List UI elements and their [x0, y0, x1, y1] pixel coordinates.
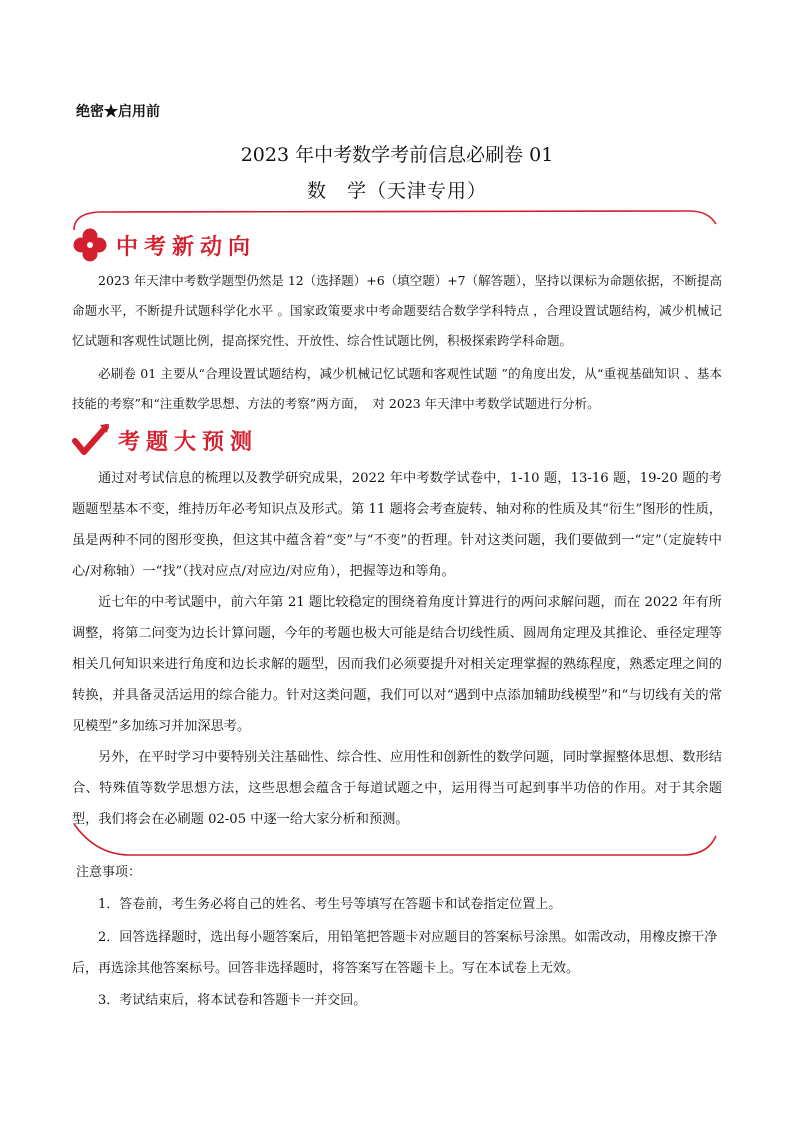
check-arrow-icon	[72, 422, 112, 458]
trend-paragraph-2: 必刷卷 01 主要从“合理设置试题结构，减少机械记忆试题和客观性试题 ”的角度出发，从“重视基础知识 、基本技能的考察”和“注重数学思想、方法的考察”两方面， 对 2023 年天津中考数学试题进行分析。	[72, 366, 722, 411]
trend-paragraph-1: 2023 年天津中考数学题型仍然是 12（选择题）+6（填空题）+7（解答题），坚持以课标为命题依据，不断提高命题水平，不断提升试题科学化水平 。国家政策要求中考命题要结合数学学科特点 ，合理设置试题结构，减少机械记忆试题和客观性试题比例，提高探究性、开放性、综合性试题比例，积极探索跨学科命题。	[72, 273, 722, 348]
predict-paragraph-2: 近七年的中考试题中，前六年第 21 题比较稳定的围绕着角度计算进行的两问求解问题，而在 2022 年有所调整，将第二问变为边长计算问题，今年的考题也极大可能是结合切线性质、圆周角定理及其推论、垂径定理等相关几何知识来进行角度和边长求解的题型，因而我们必须要提升对相关定理掌握的熟练程度，熟悉定理之间的转换，并具备灵活运用的综合能力。针对这类问题，我们可以对“遇到中点添加辅助线模型”和“与切线有关的常见模型”多加练习并加深思考。	[72, 595, 722, 734]
secret-label: 绝密★启用前	[76, 104, 160, 120]
note-item-3: 3．考试结束后，将本试卷和答题卡一并交回。	[98, 993, 367, 1008]
four-petal-flower-icon	[72, 228, 108, 262]
section-predict-heading	[72, 422, 258, 458]
notes-title: 注意事项：	[76, 865, 142, 880]
note-item-2: 2．回答选择题时，选出每小题答案后，用铅笔把答题卡对应题目的答案标号涂黑。如需改动，用橡皮擦干净后，再选涂其他答案标号。回答非选择题时，将答案写在答题卡上。写在本试卷上无效。	[72, 930, 718, 976]
section-predict-title: 考题大预测	[118, 429, 259, 455]
section-trend-title: 中考新动向	[116, 234, 257, 260]
predict-paragraph-3: 另外，在平时学习中要特别关注基础性、综合性、应用性和创新性的数学问题，同时掌握整体思想、数形结合、特殊值等数学思想方法，这些思想会蕴含于每道试题之中，运用得当可起到事半功倍的作用。对于其余题型，我们将会在必刷题 02-05 中逐一给大家分析和预测。	[72, 750, 722, 827]
section-trend-heading	[72, 228, 256, 262]
page-title: 2023 年中考数学考前信息必刷卷 01	[240, 144, 554, 166]
predict-paragraph-1: 通过对考试信息的梳理以及教学研究成果，2022 年中考数学试卷中，1-10 题，13-16 题，19-20 题的考题题型基本不变，维持历年必考知识点及形式。第 11 题将会考查旋转、轴对称的性质及其“衍生”图形的性质，虽是两种不同的图形变换，但这其中蕴含着“变”与“不变”的哲理。针对这类问题，我们要做到一“定”（定旋转中心/对称轴）一“找”（找对应点/对应边/对应角），把握等边和等角。	[72, 471, 722, 579]
page-subtitle: 数 学（天津专用）	[306, 180, 487, 202]
note-item-1: 1．答卷前，考生务必将自己的姓名、考生号等填写在答题卡和试卷指定位置上。	[98, 897, 562, 912]
